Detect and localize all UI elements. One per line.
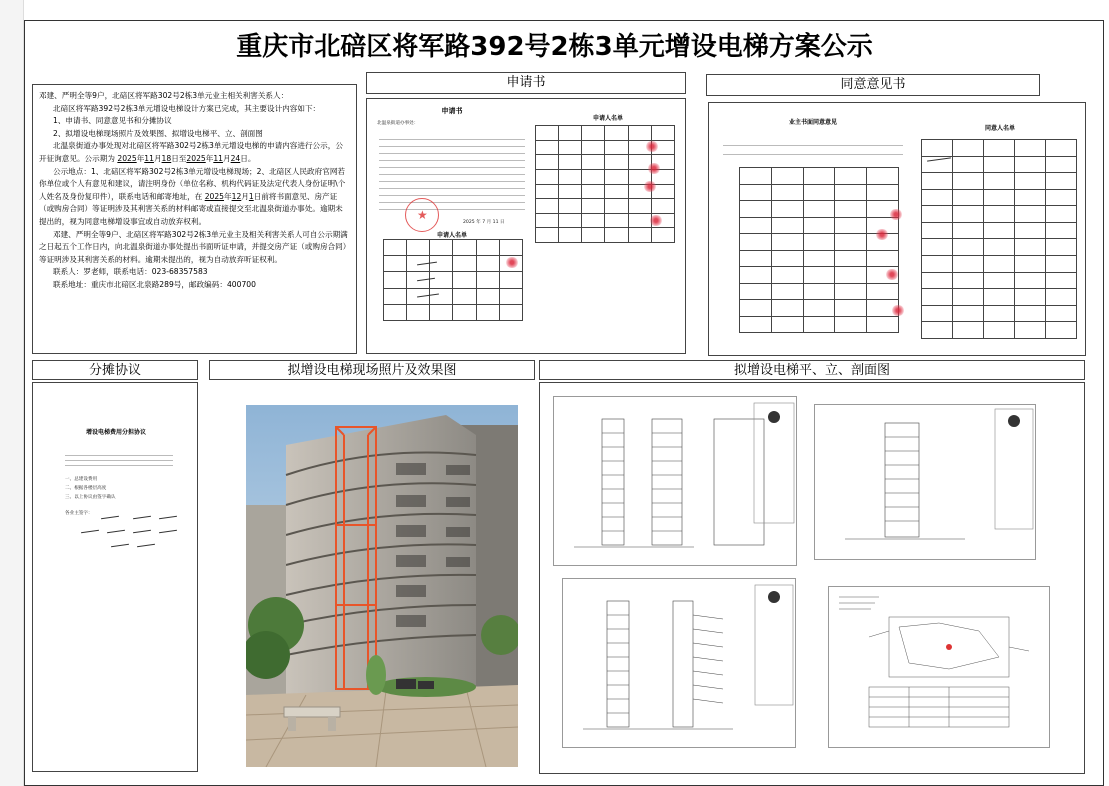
notice-review-text: 北温泉街道办事处现对北碚区将军路302号2栋3单元增设电梯的申请内容进行公示，公开征询意见。公示期为 [39,141,343,163]
application-panel [366,98,686,354]
cost-doc-body-lines [65,451,173,466]
deadline-month: 12 [231,191,242,201]
notice-greeting: 邓建、严明全等9户，北碚区将军路302号2栋3单元业主相关利害关系人： [39,91,289,100]
period-end-day: 24 [230,153,241,163]
drawing-sheet-section [562,578,796,748]
handwritten-signature [133,530,151,533]
consent-table [739,167,899,333]
handwritten-signature [133,516,151,519]
fingerprint-mark [889,209,903,220]
photos-header: 拟增设电梯现场照片及效果图 [209,360,535,380]
application-date: 2025 年 7 月 11 日 [463,220,505,225]
notice-intro: 北碚区将军路392号2栋3单元增设电梯设计方案已完成，其主要设计内容如下： [53,103,321,113]
page-title: 重庆市北碚区将军路392号2栋3单元增设电梯方案公示 [236,32,873,62]
drawing-sheet-site-plan [828,586,1050,748]
fingerprint-mark [643,181,657,192]
drawing-svg [829,587,1050,748]
period-end-month: 11 [213,153,223,163]
handwritten-signature [107,530,125,533]
consent-agree-title: 同意人名单 [984,125,1015,132]
notice-address: 联系地址：重庆市北碚区北泉路289号，邮政编码：400700 [53,279,256,289]
notice-review-paragraph: 北温泉街道办事处现对北碚区将军路302号2栋3单元增设电梯的申请内容进行公示，公开征询意见。公示期为 2025年11月18日至2025年11月24日。 [39,141,343,163]
drawing-sheet-elevation-2 [814,404,1036,560]
applicant-table-left [383,239,523,321]
consent-doc-title: 业主书面同意意见 [788,119,837,126]
notice-contact: 联系人：罗老师，联系电话：023-68357583 [53,267,208,277]
drawings-header: 拟增设电梯平、立、剖面图 [539,360,1085,380]
cost-doc-title: 增设电梯费用分担协议 [85,429,146,436]
period-start-month: 11 [144,153,154,163]
site-photo-svg [246,405,518,767]
application-owners-page [535,103,681,349]
notice-location-text-a: 公示地点：1、北碚区将军路302号2栋3单元增设电梯现场；2、北碚区人民政府官网若你单位或个人有意见和建议，请注明身份（单位名称、机构代码证及法定代表人身份证明\个人姓名及身份复印件），联系电话和邮寄地址，在 [39,166,346,201]
application-doc-title: 申请书 [441,107,463,115]
consent-text-lines [723,137,903,155]
cost-item-2: 二、根据各楼层高度 [65,486,107,491]
fingerprint-mark [647,163,661,174]
owners-list-title: 申请人名单 [592,115,623,122]
cost-item-1: 一、总建设费用 [65,477,98,482]
deadline-year: 2025 [204,191,225,201]
notice-text-box [32,84,357,354]
consent-header: 同意意见书 [706,74,1040,96]
handwritten-signature [137,544,155,547]
handwritten-signature [111,544,129,547]
fingerprint-mark [885,269,899,280]
cost-signers-label: 各业主签字： [65,511,93,516]
cost-sharing-panel [32,382,198,772]
fingerprint-mark [505,257,519,268]
fingerprint-mark [649,215,663,226]
official-seal-stamp: ★ [405,198,439,232]
cost-sharing-doc [41,391,191,765]
drawing-svg [815,405,1036,560]
period-start-year: 2025 [117,153,137,163]
handwritten-signature [101,516,119,519]
cost-item-3: 三、以上协议由签字确认 [65,495,116,500]
notice-item-1: 1、申请书、同意意见书和分摊协议 [53,116,172,126]
handwritten-signature [159,516,177,519]
applicant-list-title: 申请人名单 [436,232,467,239]
notice-item-2: 2、拟增设电梯现场照片及效果图、拟增设电梯平、立、剖面图 [53,128,263,138]
consent-names-page [919,109,1081,349]
fingerprint-mark [891,305,905,316]
site-photo-with-elevator-render [246,405,518,767]
notice-hearing-paragraph: 邓建、严明全等9户、北碚区将军路302号2栋3单元业主及相关利害关系人可自公示期满之日起五个工作日内，向北温泉街道办事处提出书面听证申请，并提交房产证（或购房合同）等证明涉及其利害关系的材料。逾期未提出的，视为自动放弃听证权利。 [39,229,348,264]
handwritten-signature [159,530,177,533]
application-letter-page [377,103,527,349]
period-start-day: 18 [161,153,172,163]
drawing-svg [554,397,797,566]
application-recipient: 北温泉街道办事处： [377,121,419,126]
cost-sharing-header: 分摊协议 [32,360,198,380]
fingerprint-mark [875,229,889,240]
fingerprint-mark [645,141,659,152]
notice-location-text-b: 前将书面意见、房产证（或购房合同）等证明涉及其利害关系的材料邮寄或直接提交至北温泉街道办事处。逾期未提出的，视为同意电梯增设事宜或自动放弃权利。 [39,191,343,226]
handwritten-signature [81,530,99,533]
consent-letter-page [719,109,907,349]
application-text-lines [379,133,525,210]
left-margin-strip [0,0,24,786]
drawing-sheet-elevation-1 [553,396,797,566]
notice-location-paragraph: 公示地点：1、北碚区将军路302号2栋3单元增设电梯现场；2、北碚区人民政府官网若你单位或个人有意见和建议，请注明身份（单位名称、机构代码证及法定代表人身份证明\个人姓名及身份复印件），联系电话和邮寄地址，在 2025年12月1日前将书面意见、房产证（或购房合同）等证明涉及其利害关系的材料邮寄或直接提交至北温泉街道办事处。逾期未提出的，视为同意电梯增设事宜或自动放弃权利。 [39,166,346,226]
application-header: 申请书 [366,72,686,94]
drawing-svg [563,579,796,748]
period-end-year: 2025 [186,153,206,163]
consent-panel [708,102,1086,356]
deadline-day: 1 [248,191,254,201]
agree-table [921,139,1077,339]
